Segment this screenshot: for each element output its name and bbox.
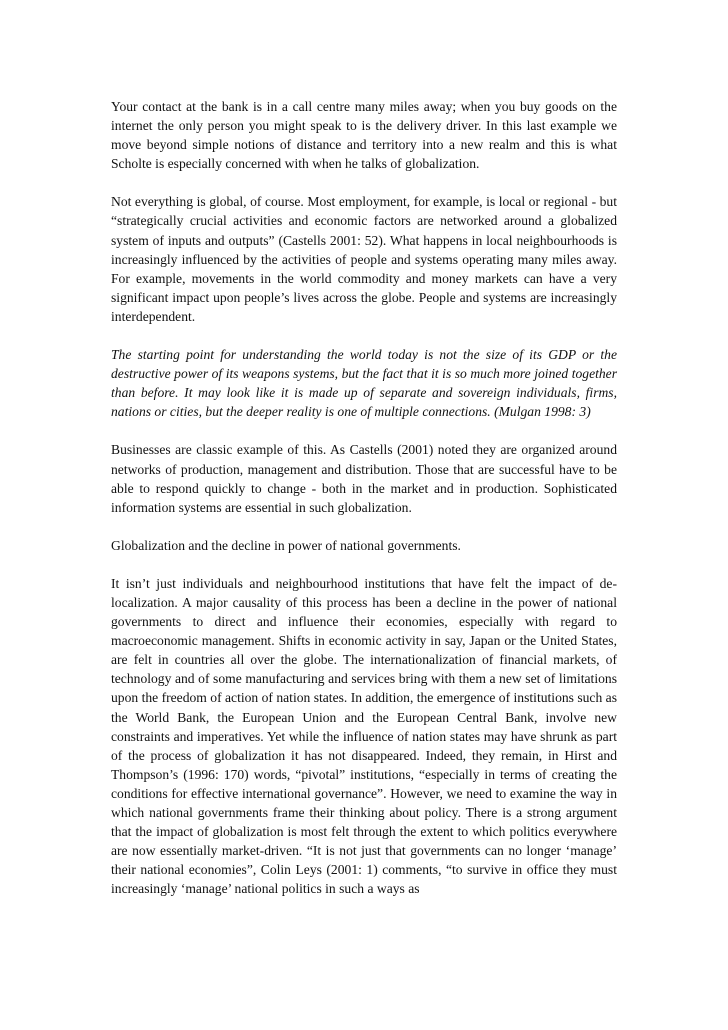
paragraph-national-governments: It isn’t just individuals and neighbourhood institutions that have felt the impact of de-localization. A major causality of this process has been a decline in the power of national governments to direct and influence their economies, especially with regard to macroeconomic management. Shifts in economic activity in say, Japan or the United States, are felt in countries all over the globe. The internationalization of financial markets, of technology and of some manufacturing and services bring with them a new set of limitations upon the freedom of action of nation states. In addition, the emergence of institutions such as the World Bank, the European Union and the European Central Bank, involve new constraints and imperatives. Yet while the influence of nation states may have shrunk as part of the process of globalization it has not disappeared. Indeed, they remain, in Hirst and Thompson’s (1996: 170) words, “pivotal” institutions, “especially in terms of creating the conditions for effective international governance”. However, we need to examine the way in which national governments frame their thinking about policy. There is a strong argument that the impact of globalization is most felt through the extent to which politics everywhere are now essentially market-driven. “It is not just that governments can no longer ‘manage’ their national economies”, Colin Leys (2001: 1) comments, “to survive in office they must increasingly ‘manage’ national politics in such a ways as	[111, 575, 617, 897]
quote-mulgan: The starting point for understanding the world today is not the size of its GDP or the destructive power of its weapons systems, but the fact that it is so much more joined together than before. It may look like it is made up of separate and sovereign individuals, firms, nations or cities, but the deeper reality is one of multiple connections. (Mulgan 1998: 3)	[111, 347, 617, 420]
paragraph-businesses-networks: Businesses are classic example of this. As Castells (2001) noted they are organized around networks of production, management and distribution. Those that are successful have to be able to respond quickly to change - both in the market and in production. Sophisticated information systems are essential in such globalization.	[111, 442, 617, 515]
paragraph-bank-call-centre: Your contact at the bank is in a call centre many miles away; when you buy goods on the internet the only person you might speak to is the delivery driver. In this last example we move beyond simple notions of distance and territory into a new realm and this is what Scholte is especially concerned with when he talks of globalization.	[111, 99, 617, 172]
section-heading: Globalization and the decline in power of national governments.	[111, 537, 461, 553]
document-page	[111, 97, 617, 917]
paragraph-not-everything-global: Not everything is global, of course. Most employment, for example, is local or regional - but “strategically crucial activities and economic factors are networked around a globalized system of inputs and outputs” (Castells 2001: 52). What happens in local neighbourhoods is increasingly influenced by the activities of people and systems operating many miles away. For example, movements in the world commodity and money markets can have a very significant impact upon people’s lives across the globe. People and systems are increasingly interdependent.	[111, 194, 617, 324]
